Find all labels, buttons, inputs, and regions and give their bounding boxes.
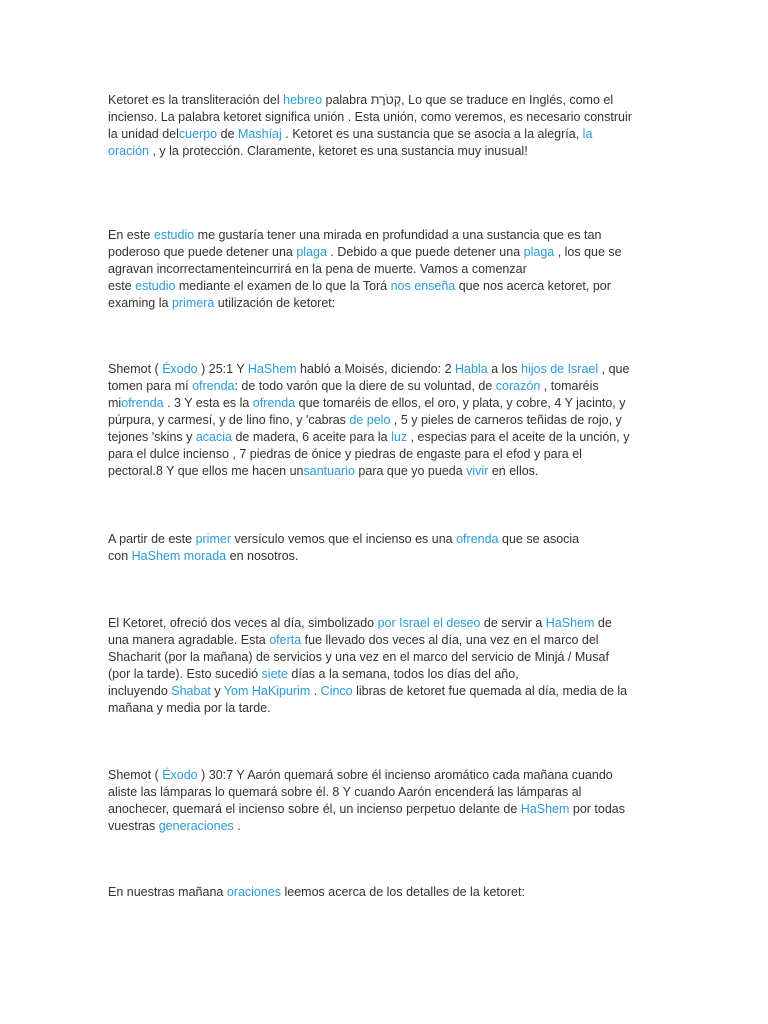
- text-segment: mediante el examen de lo que la Torá: [175, 279, 391, 293]
- text-line: [108, 395, 629, 412]
- inline-link[interactable]: oración: [108, 144, 149, 158]
- text-line: [108, 632, 627, 649]
- text-segment: tomen para mí: [108, 379, 193, 393]
- text-segment: vuestras: [108, 819, 159, 833]
- text-segment: ) 30:7 Y Aarón quemará sobre él incienso aromático cada mañana cuando: [197, 768, 613, 782]
- inline-link[interactable]: oraciones: [226, 885, 282, 899]
- inline-link[interactable]: primer: [195, 532, 231, 546]
- inline-link[interactable]: Habla: [455, 362, 488, 376]
- paragraph-introduction: [108, 92, 632, 160]
- text-segment: , los que se: [554, 245, 622, 259]
- paragraph-study-purpose: [108, 227, 622, 312]
- text-line: [108, 278, 622, 295]
- paragraph-first-verse: [108, 531, 579, 565]
- text-segment: aliste las lámparas lo quemará sobre él. 8 Y cuando Aarón encenderá las lámparas al: [108, 785, 582, 799]
- text-line: [108, 818, 625, 835]
- text-segment: utilización de ketoret:: [214, 296, 336, 310]
- text-segment: Shemot (: [108, 768, 163, 782]
- text-segment: examing la: [108, 296, 172, 310]
- text-segment: anochecer, quemará el incienso sobre él, un incienso perpetuo delante de: [108, 802, 521, 816]
- text-segment: agravan incorrectamenteincurrirá en la pena de muerte. Vamos a comenzar: [108, 262, 527, 276]
- text-segment: de servir a: [480, 616, 546, 630]
- inline-link[interactable]: hijos de Israel: [521, 362, 599, 376]
- text-segment: una manera agradable. Esta: [108, 633, 270, 647]
- text-segment: incienso. La palabra ketoret significa unión . Esta unión, como veremos, es necesario construir: [108, 110, 632, 124]
- inline-link[interactable]: HaShem: [247, 362, 297, 376]
- text-segment: mañana y media por la tarde.: [108, 701, 271, 715]
- text-line: [108, 531, 579, 548]
- inline-link[interactable]: por Israel el deseo: [377, 616, 481, 630]
- paragraph-shemot-25: [108, 361, 629, 480]
- inline-link[interactable]: oferta: [269, 633, 302, 647]
- text-segment: por todas: [569, 802, 626, 816]
- text-line: [108, 378, 629, 395]
- text-segment: que se asocia: [498, 532, 580, 546]
- text-line: [108, 295, 622, 312]
- text-line: [108, 666, 627, 683]
- text-segment: púrpura, y carmesí, y de lino fino, y 'cabras: [108, 413, 350, 427]
- text-segment: versículo vemos que el incienso es una: [230, 532, 457, 546]
- inline-link[interactable]: estudio: [135, 279, 176, 293]
- inline-link[interactable]: plaga: [296, 245, 327, 259]
- inline-link[interactable]: HaShem: [520, 802, 570, 816]
- inline-link[interactable]: hebreo: [283, 93, 323, 107]
- text-line: [108, 109, 632, 126]
- inline-link[interactable]: vivir: [466, 464, 489, 478]
- paragraph-shemot-30: [108, 767, 625, 835]
- text-segment: de madera, 6 aceite para la: [231, 430, 392, 444]
- text-segment: .: [310, 684, 321, 698]
- inline-link[interactable]: corazón: [495, 379, 541, 393]
- inline-link[interactable]: luz: [391, 430, 408, 444]
- inline-link[interactable]: ofrenda: [252, 396, 296, 410]
- text-segment: este: [108, 279, 136, 293]
- text-segment: con: [108, 549, 132, 563]
- text-segment: . Debido a que puede detener una: [326, 245, 524, 259]
- text-segment: de: [594, 616, 612, 630]
- text-segment: pectoral.8 Y que ellos me hacen un: [108, 464, 304, 478]
- text-segment: libras de ketoret fue quemada al día, media de la: [352, 684, 628, 698]
- text-segment: poderoso que puede detener una: [108, 245, 297, 259]
- inline-link[interactable]: Yom HaKipurim: [223, 684, 311, 698]
- inline-link[interactable]: ofrenda: [192, 379, 235, 393]
- text-segment: que nos acerca ketoret, por: [455, 279, 611, 293]
- text-segment: incluyendo: [108, 684, 172, 698]
- text-segment: para que yo pueda: [354, 464, 467, 478]
- text-segment: En nuestras mañana: [108, 885, 227, 899]
- inline-link[interactable]: la: [582, 127, 593, 141]
- text-segment: , especias para el aceite de la unción, y: [407, 430, 630, 444]
- text-line: [108, 767, 625, 784]
- text-line: [108, 548, 579, 565]
- text-segment: días a la semana, todos los días del año,: [287, 667, 519, 681]
- inline-link[interactable]: Éxodo: [162, 362, 198, 376]
- text-line: [108, 801, 625, 818]
- text-segment: Shacharit (por la mañana) de servicios y una vez en el marco del servicio de Minjá / Musaf: [108, 650, 609, 664]
- text-line: [108, 143, 632, 160]
- text-line: [108, 261, 622, 278]
- text-segment: que tomaréis de ellos, el oro, y plata, y cobre, 4 Y jacinto, y: [295, 396, 626, 410]
- inline-link[interactable]: plaga: [523, 245, 555, 259]
- text-line: [108, 126, 632, 143]
- paragraph-morning-prayers: [108, 884, 525, 901]
- inline-link[interactable]: nos enseña: [390, 279, 456, 293]
- text-segment: (por la tarde). Esto sucedió: [108, 667, 262, 681]
- inline-link[interactable]: generaciones: [158, 819, 234, 833]
- text-segment: : de todo varón que la diere de su voluntad, de: [234, 379, 496, 393]
- text-line: [108, 244, 622, 261]
- text-segment: en ellos.: [488, 464, 539, 478]
- text-segment: Shemot (: [108, 362, 163, 376]
- text-line: [108, 700, 627, 717]
- inline-link[interactable]: HaShem morada: [131, 549, 227, 563]
- text-segment: habló a Moisés, diciendo: 2: [296, 362, 455, 376]
- text-segment: en nosotros.: [226, 549, 299, 563]
- inline-link[interactable]: Shabat: [171, 684, 211, 698]
- text-segment: a los: [487, 362, 522, 376]
- inline-link[interactable]: primera: [171, 296, 215, 310]
- text-segment: , 5 y pieles de carneros teñidas de rojo, y: [390, 413, 622, 427]
- text-segment: para el dulce incienso , 7 piedras de ónice y piedras de engaste para el efod y para el: [108, 447, 582, 461]
- text-segment: , y la protección. Claramente, ketoret es una sustancia muy inusual!: [149, 144, 528, 158]
- text-segment: Ketoret es la transliteración del: [108, 93, 284, 107]
- text-line: [108, 649, 627, 666]
- text-line: [108, 429, 629, 446]
- inline-link[interactable]: cuerpo: [178, 127, 218, 141]
- text-segment: A partir de este: [108, 532, 196, 546]
- inline-link[interactable]: Éxodo: [162, 768, 198, 782]
- text-segment: tejones 'skins y: [108, 430, 196, 444]
- inline-link[interactable]: ofrenda: [121, 396, 164, 410]
- text-segment: me gustaría tener una mirada en profundidad a una sustancia que es tan: [194, 228, 602, 242]
- text-segment: , tomaréis: [540, 379, 599, 393]
- paragraph-twice-daily: [108, 615, 627, 717]
- text-segment: ) 25:1 Y: [197, 362, 248, 376]
- text-segment: . Ketoret es una sustancia que se asocia a la alegría,: [281, 127, 583, 141]
- inline-link[interactable]: siete: [261, 667, 288, 681]
- inline-link[interactable]: santuario: [303, 464, 355, 478]
- text-segment: y: [210, 684, 224, 698]
- text-segment: El Ketoret, ofreció dos veces al día, simbolizado: [108, 616, 378, 630]
- text-segment: palabra קְטֹרֶת, Lo que se traduce en Inglés, como el: [322, 93, 614, 107]
- text-segment: . 3 Y esta es la: [163, 396, 253, 410]
- text-segment: En este: [108, 228, 154, 242]
- inline-link[interactable]: HaShem: [545, 616, 595, 630]
- text-segment: .: [233, 819, 241, 833]
- text-segment: fue llevado dos veces al día, una vez en el marco del: [301, 633, 599, 647]
- text-line: [108, 92, 632, 109]
- inline-link[interactable]: estudio: [153, 228, 195, 242]
- text-segment: la unidad del: [108, 127, 179, 141]
- inline-link[interactable]: Mashíaj: [238, 127, 282, 141]
- text-line: [108, 784, 625, 801]
- text-segment: , que: [598, 362, 630, 376]
- inline-link[interactable]: de pelo: [349, 413, 391, 427]
- text-line: [108, 227, 622, 244]
- text-line: [108, 361, 629, 378]
- text-line: [108, 884, 525, 901]
- text-segment: leemos acerca de los detalles de la ketoret:: [281, 885, 525, 899]
- inline-link[interactable]: acacia: [195, 430, 232, 444]
- text-line: [108, 446, 629, 463]
- text-segment: mi: [108, 396, 122, 410]
- inline-link[interactable]: Cinco: [320, 684, 353, 698]
- text-line: [108, 615, 627, 632]
- text-line: [108, 683, 627, 700]
- inline-link[interactable]: ofrenda: [456, 532, 499, 546]
- text-line: [108, 412, 629, 429]
- text-line: [108, 463, 629, 480]
- text-segment: de: [217, 127, 238, 141]
